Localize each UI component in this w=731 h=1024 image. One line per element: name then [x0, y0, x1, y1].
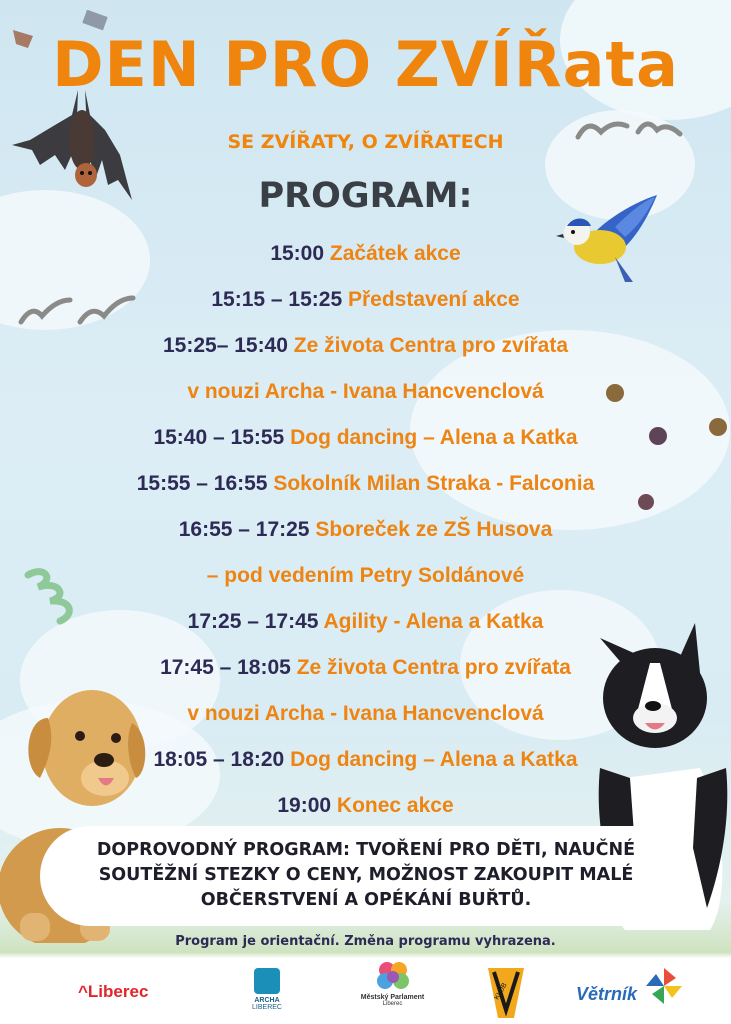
schedule-time: 15:25– 15:40	[162, 334, 288, 357]
parlament-logo-text: Městský Parlament	[360, 994, 425, 1001]
accompanying-program-line: DOPROVODNÝ PROGRAM: TVOŘENÍ PRO DĚTI, NAUČNÉ	[96, 840, 636, 860]
klub-logo-icon	[486, 966, 526, 1020]
schedule-time: 15:15 – 15:25	[211, 288, 343, 311]
schedule-row	[0, 282, 731, 328]
archa-logo-text: ARCHA	[254, 997, 280, 1004]
schedule-row	[0, 650, 731, 696]
parlament-logo-subtext: Liberec	[382, 1001, 403, 1007]
accompanying-program-text	[40, 838, 692, 913]
schedule-activity: Konec akce	[336, 794, 454, 817]
schedule-row	[0, 420, 731, 466]
archa-icon	[254, 968, 280, 994]
poster-title: DEN PRO ZVÍŘata	[52, 28, 679, 101]
sponsor-logos-strip	[0, 958, 731, 1024]
accompanying-program-line: OBČERSTVENÍ A OPÉKÁNÍ BUŘTŮ.	[200, 890, 532, 910]
disclaimer-note: Program je orientační. Změna programu vyhrazena.	[175, 934, 556, 949]
schedule-row	[0, 466, 731, 512]
schedule-row	[0, 236, 731, 282]
schedule-time: 15:00	[270, 242, 325, 265]
schedule-time: 15:40 – 15:55	[153, 426, 285, 449]
schedule-row-continuation	[0, 696, 731, 742]
schedule-row	[0, 742, 731, 788]
schedule-activity: Dog dancing – Alena a Katka	[290, 748, 578, 771]
schedule-list	[0, 236, 731, 834]
klub-logo	[486, 966, 526, 1020]
schedule-row-continuation	[0, 374, 731, 420]
schedule-row-continuation	[0, 558, 731, 604]
schedule-activity: Ze života Centra pro zvířata	[293, 334, 569, 357]
program-heading: PROGRAM:	[258, 176, 473, 216]
schedule-time: 15:55 – 16:55	[136, 472, 268, 495]
schedule-row	[0, 604, 731, 650]
schedule-activity: Dog dancing – Alena a Katka	[290, 426, 578, 449]
schedule-time: 17:25 – 17:45	[187, 610, 319, 633]
schedule-activity: – pod vedením Petry Soldánové	[206, 564, 525, 587]
parlament-tree-icon	[375, 960, 411, 994]
poster-subtitle: SE ZVÍŘATY, O ZVÍŘATECH	[227, 131, 504, 153]
schedule-time: 17:45 – 18:05	[160, 656, 291, 679]
schedule-activity: Ze života Centra pro zvířata	[296, 656, 571, 679]
pinwheel-icon	[644, 966, 684, 1006]
schedule-activity: v nouzi Archa - Ivana Hancvenclová	[187, 702, 544, 725]
archa-logo	[250, 968, 284, 1011]
schedule-activity: Představení akce	[348, 288, 520, 311]
vetrnik-logo-text: Větrník	[576, 984, 638, 1004]
vetrnik-logo	[576, 966, 691, 1016]
accompanying-program-line: SOUTĚŽNÍ STEZKY O CENY, MOŽNOST ZAKOUPIT MALÉ	[98, 865, 634, 885]
schedule-row	[0, 512, 731, 558]
schedule-time: 19:00	[277, 794, 332, 817]
schedule-row	[0, 328, 731, 374]
liberec-logo: ^Liberec	[78, 982, 149, 1001]
schedule-activity: Agility - Alena a Katka	[323, 610, 544, 633]
archa-logo-subtext: LIBEREC	[252, 1004, 282, 1011]
klub-logo-text: KLUB	[493, 981, 509, 1002]
schedule-activity: Sboreček ze ZŠ Husova	[315, 518, 553, 541]
schedule-activity: v nouzi Archa - Ivana Hancvenclová	[187, 380, 544, 403]
schedule-activity: Sokolník Milan Straka - Falconia	[273, 472, 595, 495]
parlament-logo	[340, 960, 445, 1007]
schedule-activity: Začátek akce	[329, 242, 461, 265]
schedule-time: 18:05 – 18:20	[153, 748, 285, 771]
schedule-time: 16:55 – 17:25	[178, 518, 310, 541]
